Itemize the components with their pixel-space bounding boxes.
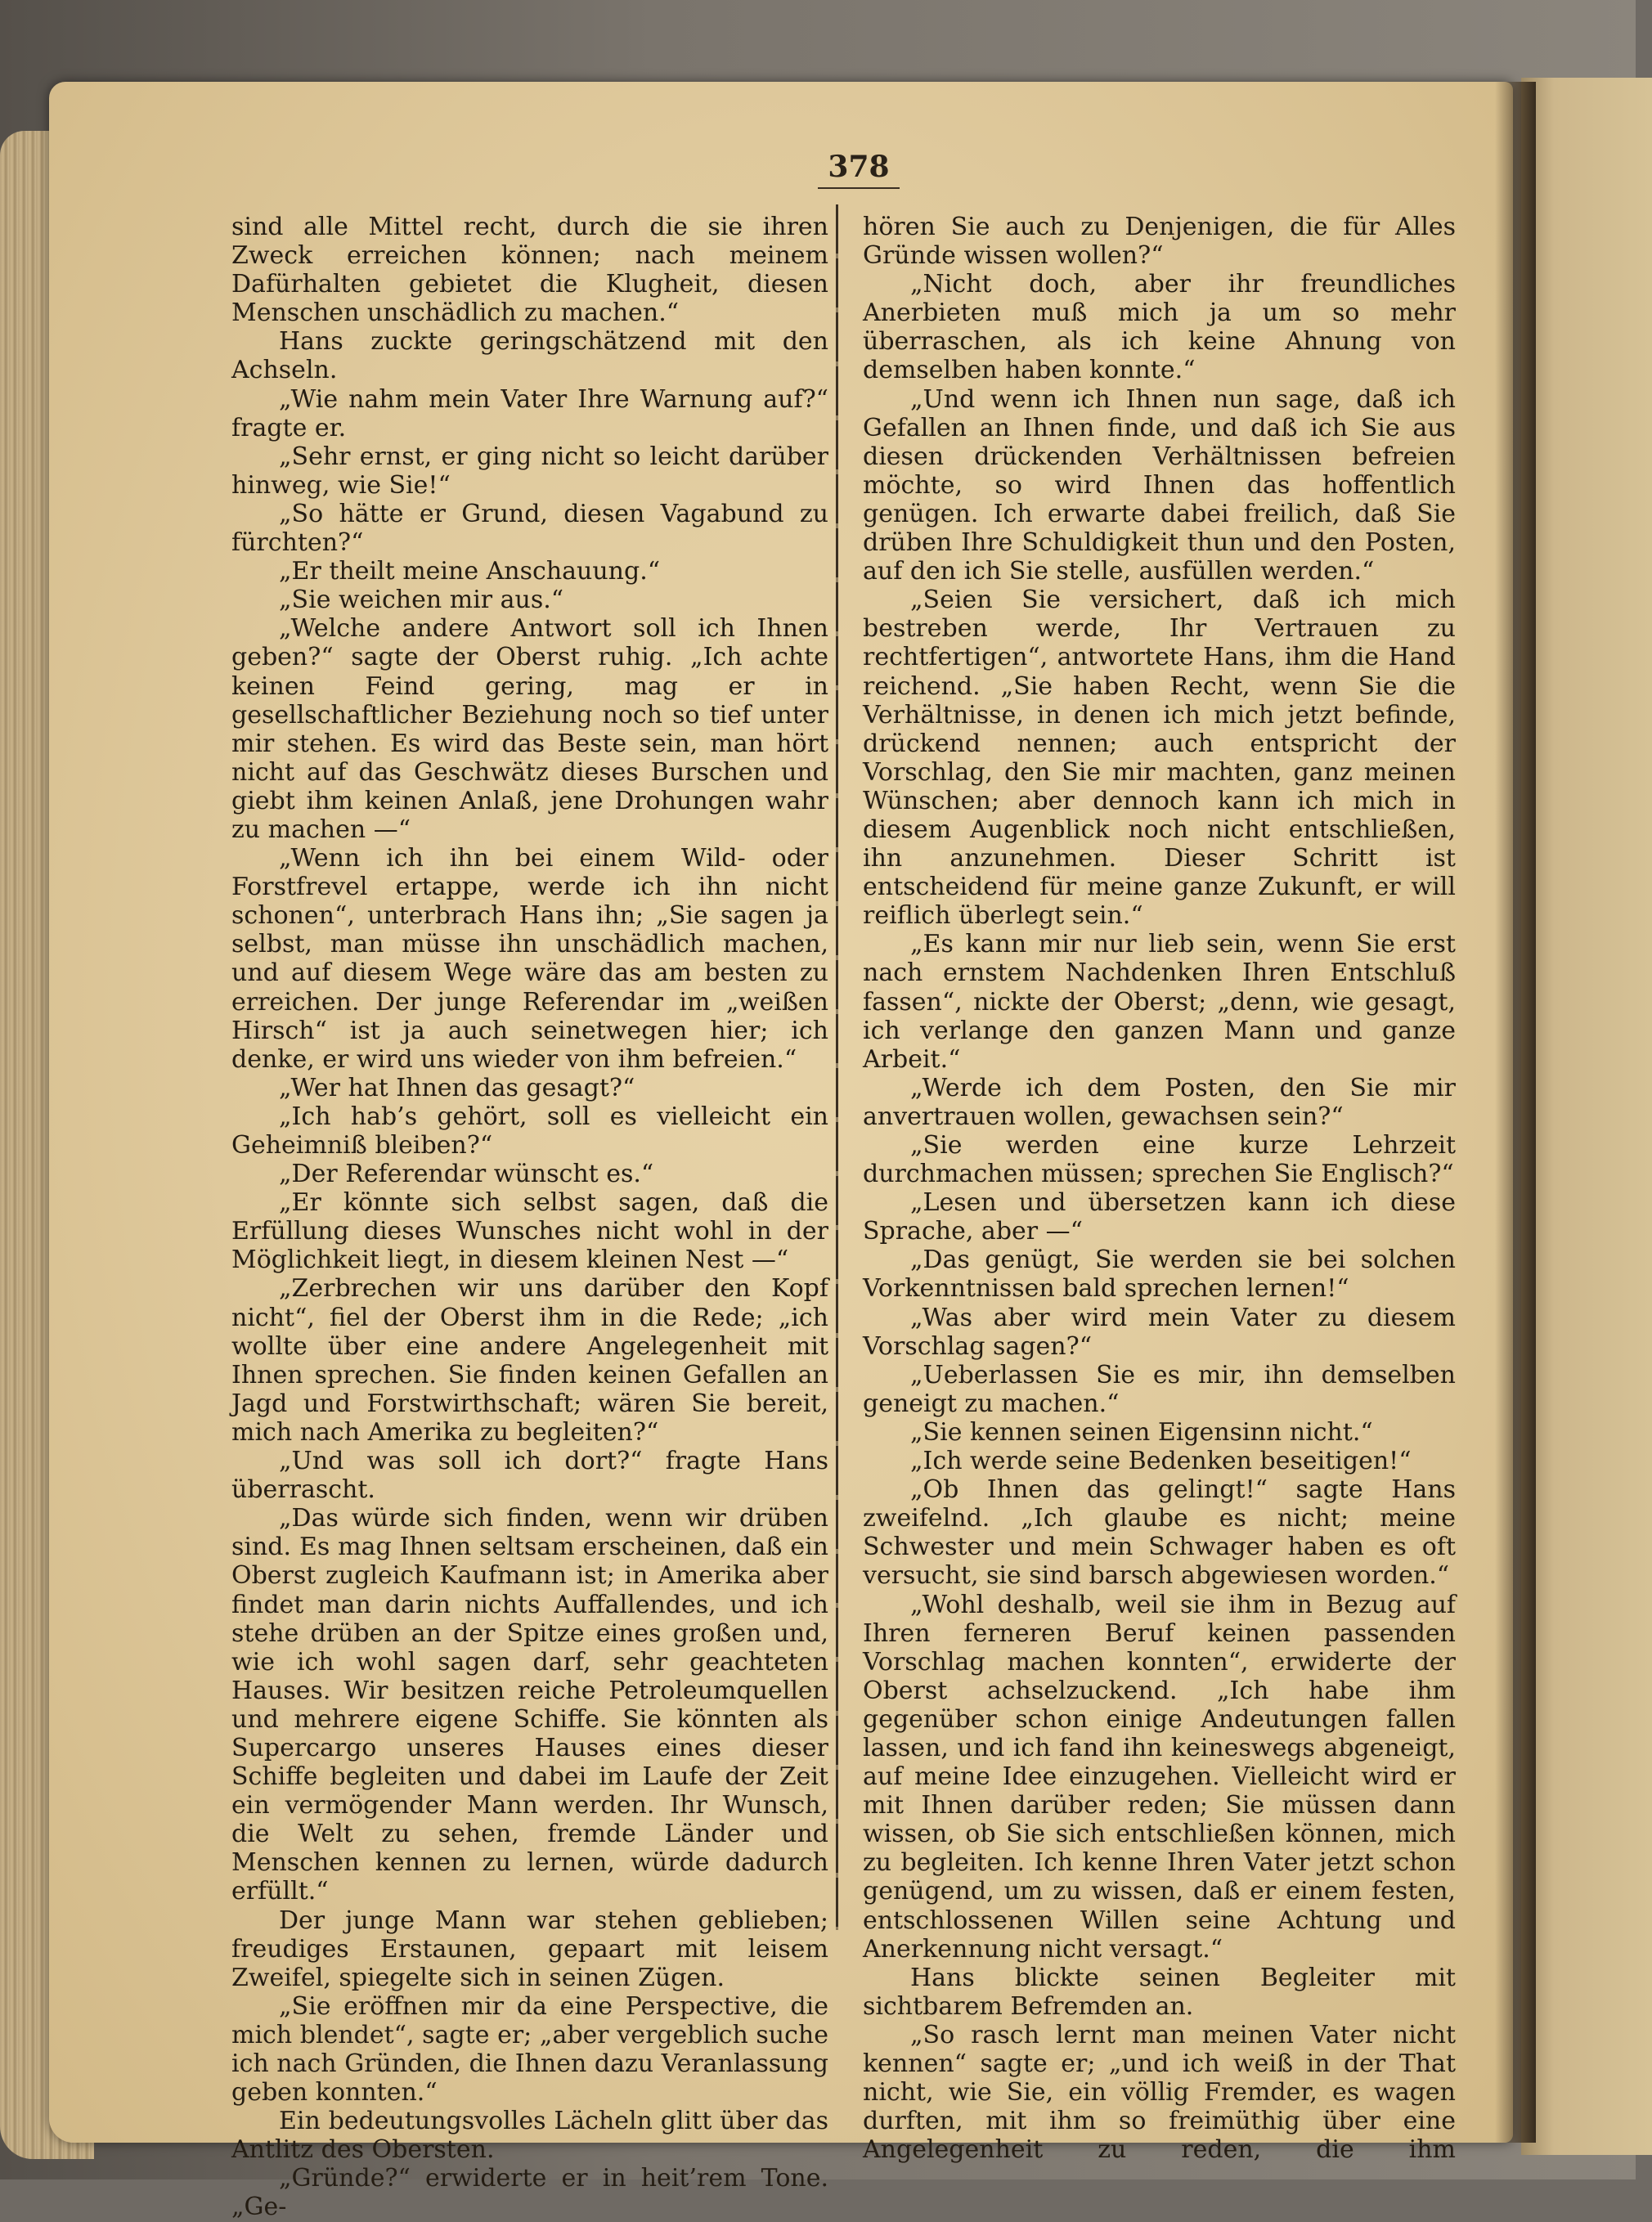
paragraph: „Gründe?“ erwiderte er in heit’rem Tone. „Ge- [231,2164,828,2222]
paragraph: „Seien Sie versichert, daß ich mich bestreben werde, Ihr Vertrauen zu rechtfertigen“, antwortete Hans, ihm die Hand reichend. „Sie haben Recht, wenn Sie die Verhältnisse, in denen ich mich jetzt befinde, drückend nennen; auch entspricht der Vorschlag, den Sie mir machten, ganz meinen Wünschen; aber dennoch kann ich mich in diesem Augenblick noch nicht entschließen, ihn anzunehmen. Dieser Schritt ist entscheidend für meine ganze Zukunft, er will reiflich überlegt sein.“ [863,586,1456,931]
paragraph: „Ich hab’s gehört, soll es vielleicht ein Geheimniß bleiben?“ [231,1102,828,1160]
paragraph: „Wie nahm mein Vater Ihre Warnung auf?“ fragte er. [231,384,828,442]
facing-page-edge [1521,78,1652,2155]
paragraph: „Lesen und übersetzen kann ich diese Sprache, aber —“ [863,1188,1456,1246]
paragraph: „Sie weichen mir aus.“ [279,586,564,615]
paragraph: sind alle Mittel recht, durch die sie ihren Zweck erreichen können; nach meinem Dafürhalten gebietet die Klugheit, diesen Menschen unschädlich zu machen.“ [231,213,828,328]
paragraph: „Und was soll ich dort?“ fragte Hans überrascht. [231,1447,828,1505]
paragraph: „Ich werde seine Bedenken beseitigen!“ [910,1447,1412,1476]
paragraph: „Ob Ihnen das gelingt!“ sagte Hans zweifelnd. „Ich glaube es nicht; meine Schwester und mein Schwager haben es oft versucht, sie sind barsch abgewiesen worden.“ [863,1475,1456,1591]
page-number-rule [818,187,900,189]
paragraph: „Er theilt meine Anschauung.“ [279,557,661,586]
paragraph: „Das genügt, Sie werden sie bei solchen Vorkenntnissen bald sprechen lernen!“ [863,1246,1456,1304]
paragraph: „So rasch lernt man meinen Vater nicht kennen“ sagte er; „und ich weiß in der That nicht, wie Sie, ein völlig Fremder, es wagen durften, mit ihm so freimüthig über eine Angelegenheit zu reden, die ihm [863,2020,1456,2165]
paragraph: „Das würde sich finden, wenn wir drüben sind. Es mag Ihnen seltsam erscheinen, daß ein Oberst zugleich Kaufmann ist; in Amerika aber findet man darin nichts Auffallendes, und ich stehe drüben an der Spitze eines großen und, wie ich wohl sagen darf, sehr geachteten Hauses. Wir besitzen reiche Petroleumquellen und mehrere eigene Schiffe. Sie könnten als Supercargo unseres Hauses eines dieser Schiffe begleiten und dabei im Laufe der Zeit ein vermögender Mann werden. Ihr Wunsch, die Welt zu sehen, fremde Länder und Menschen kennen zu lernen, würde dadurch erfüllt.“ [231,1504,828,1906]
paragraph: „Der Referendar wünscht es.“ [279,1160,654,1189]
paragraph: „Wer hat Ihnen das gesagt?“ [279,1073,635,1102]
paragraph: „Sie werden eine kurze Lehrzeit durchmachen müssen; sprechen Sie Englisch?“ [863,1131,1456,1189]
paragraph: hören Sie auch zu Denjenigen, die für Alles Gründe wissen wollen?“ [863,213,1456,271]
paragraph: „Sie kennen seinen Eigensinn nicht.“ [910,1417,1373,1447]
paragraph: „Welche andere Antwort soll ich Ihnen geben?“ sagte der Oberst ruhig. „Ich achte keinen Feind gering, mag er in gesellschaftlicher Beziehung noch so tief unter mir stehen. Es wird das Beste sein, man hört nicht auf das Geschwätz dieses Burschen und giebt ihm keinen Anlaß, jene Drohungen wahr zu machen —“ [231,614,828,844]
paragraph: „Sehr ernst, er ging nicht so leicht darüber hinweg, wie Sie!“ [231,442,828,500]
paragraph: „Er könnte sich selbst sagen, daß die Erfüllung dieses Wunsches nicht wohl in der Möglichkeit liegt, in diesem kleinen Nest —“ [231,1188,828,1275]
paragraph: „Sie eröffnen mir da eine Perspective, die mich blendet“, sagte er; „aber vergeblich suche ich nach Gründen, die Ihnen dazu Veranlassung geben konnten.“ [231,1991,828,2108]
paragraph: „Was aber wird mein Vater zu diesem Vorschlag sagen?“ [863,1303,1456,1361]
paragraph: „Und wenn ich Ihnen nun sage, daß ich Gefallen an Ihnen finde, und daß ich Sie aus diesen drückenden Verhältnissen befreien möchte, so wird Ihnen das hoffentlich genügen. Ich erwarte dabei freilich, daß Sie drüben Ihre Schuldigkeit thun und den Posten, auf den ich Sie stelle, ausfüllen werden.“ [863,384,1456,586]
paragraph: „So hätte er Grund, diesen Vagabund zu fürchten?“ [231,499,828,558]
paragraph: „Wenn ich ihn bei einem Wild- oder Forstfrevel ertappe, werde ich ihn nicht schonen“, unterbrach Hans ihn; „Sie sagen ja selbst, man müsse ihn unschädlich machen, und auf diesem Wege wäre das am besten zu erreichen. Der junge Referendar im „weißen Hirsch“ ist ja auch seinetwegen hier; ich denke, er wird uns wieder von ihm befreien.“ [231,844,828,1074]
paragraph: „Ueberlassen Sie es mir, ihn demselben geneigt zu machen.“ [863,1360,1456,1418]
paragraph: Hans zuckte geringschätzend mit den Achseln. [231,327,828,385]
paragraph: Ein bedeutungsvolles Lächeln glitt über das Antlitz des Obersten. [231,2107,828,2165]
paragraph: „Zerbrechen wir uns darüber den Kopf nicht“, fiel der Oberst ihm in die Rede; „ich wollte über eine andere Angelegenheit mit Ihnen sprechen. Sie finden keinen Gefallen an Jagd und Forstwirthschaft; wären Sie bereit, mich nach Amerika zu begleiten?“ [231,1274,828,1447]
paragraph: „Nicht doch, aber ihr freundliches Anerbieten muß mich ja um so mehr überraschen, als ich keine Ahnung von demselben haben konnte.“ [863,270,1456,385]
paragraph: Der junge Mann war stehen geblieben; freudiges Erstaunen, gepaart mit leisem Zweifel, spiegelte sich in seinen Zügen. [231,1906,828,1992]
left-text-column [231,213,828,2222]
column-divider [836,204,838,1930]
page-number: 378 [828,150,890,184]
paragraph: „Wohl deshalb, weil sie ihm in Bezug auf Ihren ferneren Beruf keinen passenden Vorschlag machen konnten“, erwiderte der Oberst achselzuckend. „Ich habe ihm gegenüber schon einige Andeutungen fallen lassen, und ich fand ihn keineswegs abgeneigt, auf meine Idee einzugehen. Vielleicht wird er mit Ihnen darüber reden; Sie müssen dann wissen, ob Sie sich entschließen können, mich zu begleiten. Ich kenne Ihren Vater jetzt schon genügend, um zu wissen, daß er einem festen, entschlossenen Willen seine Achtung und Anerkennung nicht versagt.“ [863,1590,1456,1964]
right-text-column [863,213,1456,2164]
paragraph: „Werde ich dem Posten, den Sie mir anvertrauen wollen, gewachsen sein?“ [863,1073,1456,1131]
book-gutter-shadow [1495,82,1536,2143]
paragraph: Hans blickte seinen Begleiter mit sichtbarem Befremden an. [863,1963,1456,2021]
paragraph: „Es kann mir nur lieb sein, wenn Sie erst nach ernstem Nachdenken Ihren Entschluß fassen“, nickte der Oberst; „denn, wie gesagt, ich verlange den ganzen Mann und ganze Arbeit.“ [863,930,1456,1074]
